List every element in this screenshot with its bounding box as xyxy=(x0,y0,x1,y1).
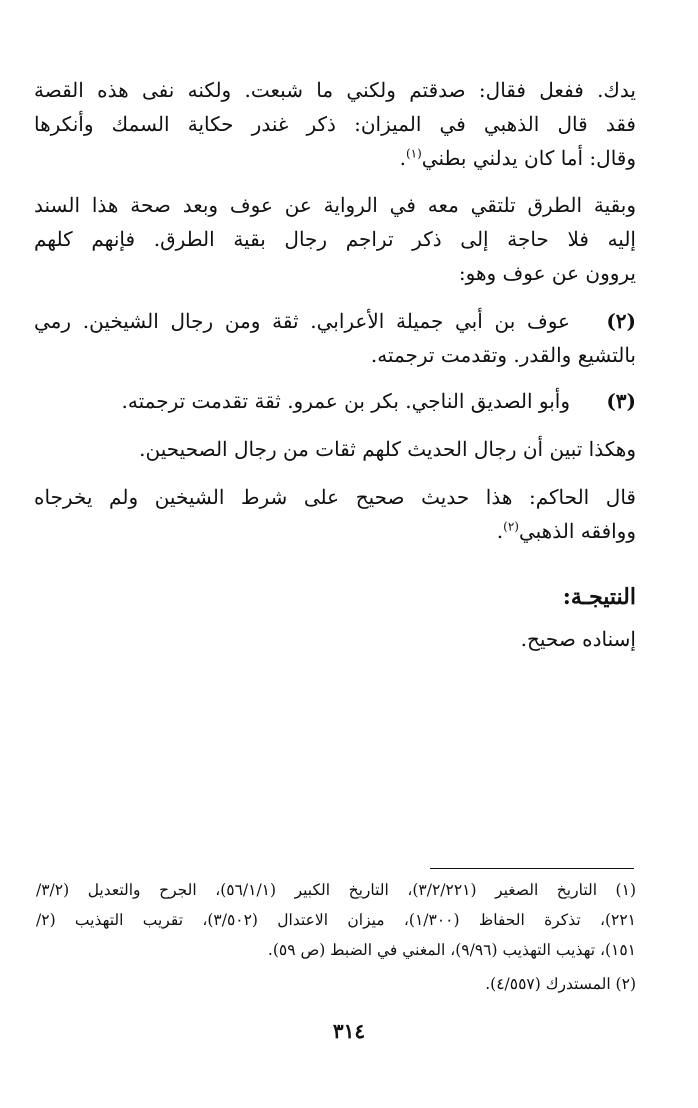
item-2-number: (٢) xyxy=(606,309,636,333)
result-text: إسناده صحيح. xyxy=(520,627,636,651)
paragraph-4-line-1: قال الحاكم: هذا حديث صحيح على شرط الشيخين ولم يخرجاه xyxy=(34,485,636,509)
result-heading: النتيجـة: xyxy=(562,584,636,610)
paragraph-1-line-2: فقد قال الذهبي في الميزان: ذكر غندر حكاية السمك وأنكرها xyxy=(34,112,636,136)
paragraph-2-line-2: إليه فلا حاجة إلى ذكر تراجم رجال بقية الطرق. فإنهم كلهم xyxy=(34,227,636,251)
paragraph-3-line-1: وهكذا تبين أن رجال الحديث كلهم ثقات من رجال الصحيحين. xyxy=(139,437,636,461)
paragraph-4-line-2-text: ووافقه الذهبي xyxy=(518,519,636,543)
paragraph-1-line-3-text: وقال: أما كان يدلني بطني xyxy=(421,146,636,170)
footnote-1-line-3: ١٥١)، تهذيب التهذيب (٩/٩٦)، المغني في الضبط (ص ٥٩). xyxy=(267,941,636,959)
footnote-1-line-2: ٢٢١)، تذكرة الحفاظ (١/٣٠٠)، ميزان الاعتدال (٣/٥٠٢)، تقريب التهذيب (٢/ xyxy=(36,911,636,929)
footnote-divider xyxy=(430,868,634,869)
paragraph-1-line-3 xyxy=(400,143,636,173)
paragraph-1-line-1: يدك. ففعل فقال: صدقتم ولكني ما شبعت. ولكنه نفى هذه القصة xyxy=(34,78,636,102)
paragraph-1-line-3-end: . xyxy=(399,146,406,170)
paragraph-2-line-1: وبقية الطرق تلتقي معه في الرواية عن عوف وبعد صحة هذا السند xyxy=(34,193,636,217)
item-3-number: (٣) xyxy=(606,389,636,413)
paragraph-4-line-2-end: . xyxy=(496,519,504,543)
footnote-2-line-1: (٢) المستدرك (٤/٥٥٧). xyxy=(485,975,636,993)
footnote-ref-1: (١) xyxy=(405,146,422,161)
paragraph-2-line-3: يروون عن عوف وهو: xyxy=(458,261,636,285)
item-3-line-1: وأبو الصديق الناجي. بكر بن عمرو. ثقة تقدمت ترجمته. xyxy=(121,389,570,413)
paragraph-4-line-2 xyxy=(497,516,636,546)
item-2-line-1: عوف بن أبي جميلة الأعرابي. ثقة ومن رجال الشيخين. رمي xyxy=(34,309,570,333)
footnote-1-line-1: (١) التاريخ الصغير (٣/٢/٢٢١)، التاريخ الكبير (٥٦/١/١)، الجرح والتعديل (٣/٢/ xyxy=(36,881,636,899)
footnote-ref-2: (٢) xyxy=(503,519,519,534)
page-number: ٣١٤ xyxy=(332,1019,366,1043)
item-2-line-2: بالتشيع والقدر. وتقدمت ترجمته. xyxy=(370,343,636,367)
